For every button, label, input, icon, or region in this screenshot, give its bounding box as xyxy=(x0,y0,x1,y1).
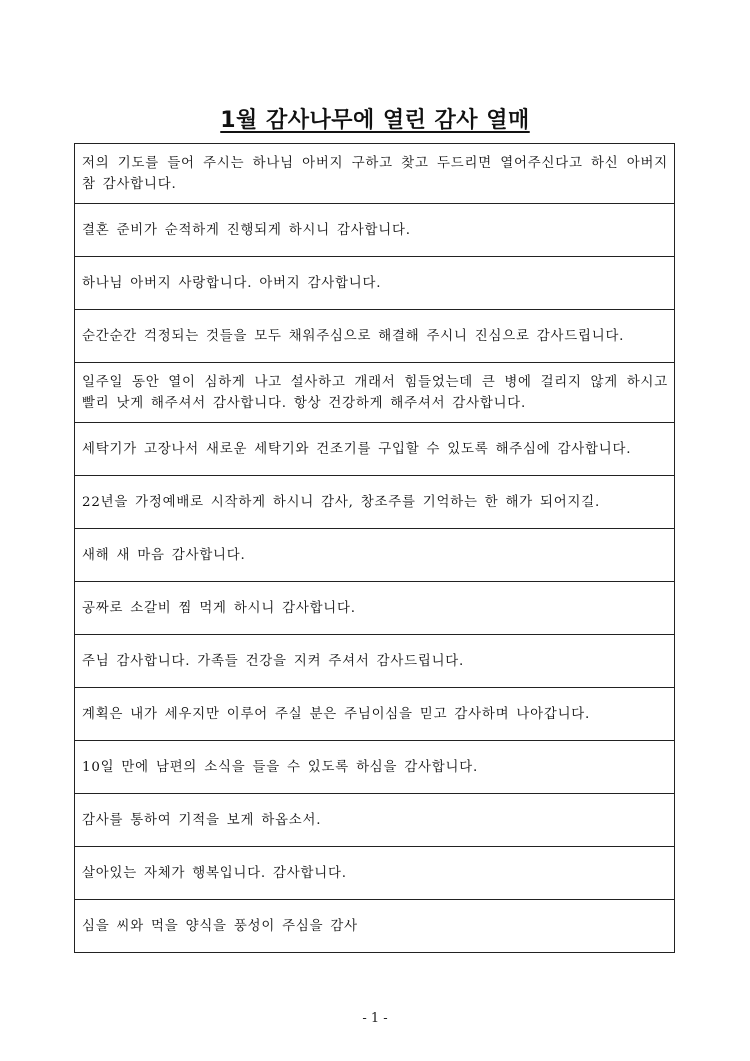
page-number: - 1 - xyxy=(362,1011,388,1026)
table-row xyxy=(75,741,675,794)
table-row xyxy=(75,310,675,363)
table-row xyxy=(75,900,675,953)
table-row xyxy=(75,635,675,688)
table-row xyxy=(75,423,675,476)
gratitude-entry: 하나님 아버지 사랑합니다. 아버지 감사합니다. xyxy=(75,257,675,310)
gratitude-entry: 22년을 가정예배로 시작하게 하시니 감사, 창조주를 기억하는 한 해가 되어지길. xyxy=(75,476,675,529)
gratitude-entry: 10일 만에 남편의 소식을 들을 수 있도록 하심을 감사합니다. xyxy=(75,741,675,794)
gratitude-table xyxy=(74,143,675,953)
gratitude-entry: 살아있는 자체가 행복입니다. 감사합니다. xyxy=(75,847,675,900)
table-row xyxy=(75,529,675,582)
page-title-text: 1월 감사나무에 열린 감사 열매 xyxy=(220,108,530,133)
table-row xyxy=(75,204,675,257)
gratitude-entry: 저의 기도를 들어 주시는 하나님 아버지 구하고 찾고 두드리면 열어주신다고 하신 아버지 참 감사합니다. xyxy=(75,144,675,204)
table-row xyxy=(75,847,675,900)
table-row xyxy=(75,476,675,529)
table-row xyxy=(75,794,675,847)
gratitude-entry: 감사를 통하여 기적을 보게 하옵소서. xyxy=(75,794,675,847)
gratitude-entry: 새해 새 마음 감사합니다. xyxy=(75,529,675,582)
gratitude-entry: 순간순간 걱정되는 것들을 모두 채워주심으로 해결해 주시니 진심으로 감사드립니다. xyxy=(75,310,675,363)
gratitude-entry: 일주일 동안 열이 심하게 나고 설사하고 개래서 힘들었는데 큰 병에 걸리지 않게 하시고 빨리 낫게 해주셔서 감사합니다. 항상 건강하게 해주셔서 감사합니다. xyxy=(75,363,675,423)
table-row xyxy=(75,582,675,635)
gratitude-entry: 결혼 준비가 순적하게 진행되게 하시니 감사합니다. xyxy=(75,204,675,257)
table-row xyxy=(75,688,675,741)
gratitude-entry: 심을 씨와 먹을 양식을 풍성이 주심을 감사 xyxy=(75,900,675,953)
gratitude-entry: 세탁기가 고장나서 새로운 세탁기와 건조기를 구입할 수 있도록 해주심에 감사합니다. xyxy=(75,423,675,476)
gratitude-entry: 주님 감사합니다. 가족들 건강을 지켜 주셔서 감사드립니다. xyxy=(75,635,675,688)
table-row xyxy=(75,144,675,204)
gratitude-entry: 공짜로 소갈비 찜 먹게 하시니 감사합니다. xyxy=(75,582,675,635)
page-title xyxy=(0,103,750,134)
gratitude-entry: 계획은 내가 세우지만 이루어 주실 분은 주님이심을 믿고 감사하며 나아갑니다. xyxy=(75,688,675,741)
table-row xyxy=(75,363,675,423)
table-row xyxy=(75,257,675,310)
